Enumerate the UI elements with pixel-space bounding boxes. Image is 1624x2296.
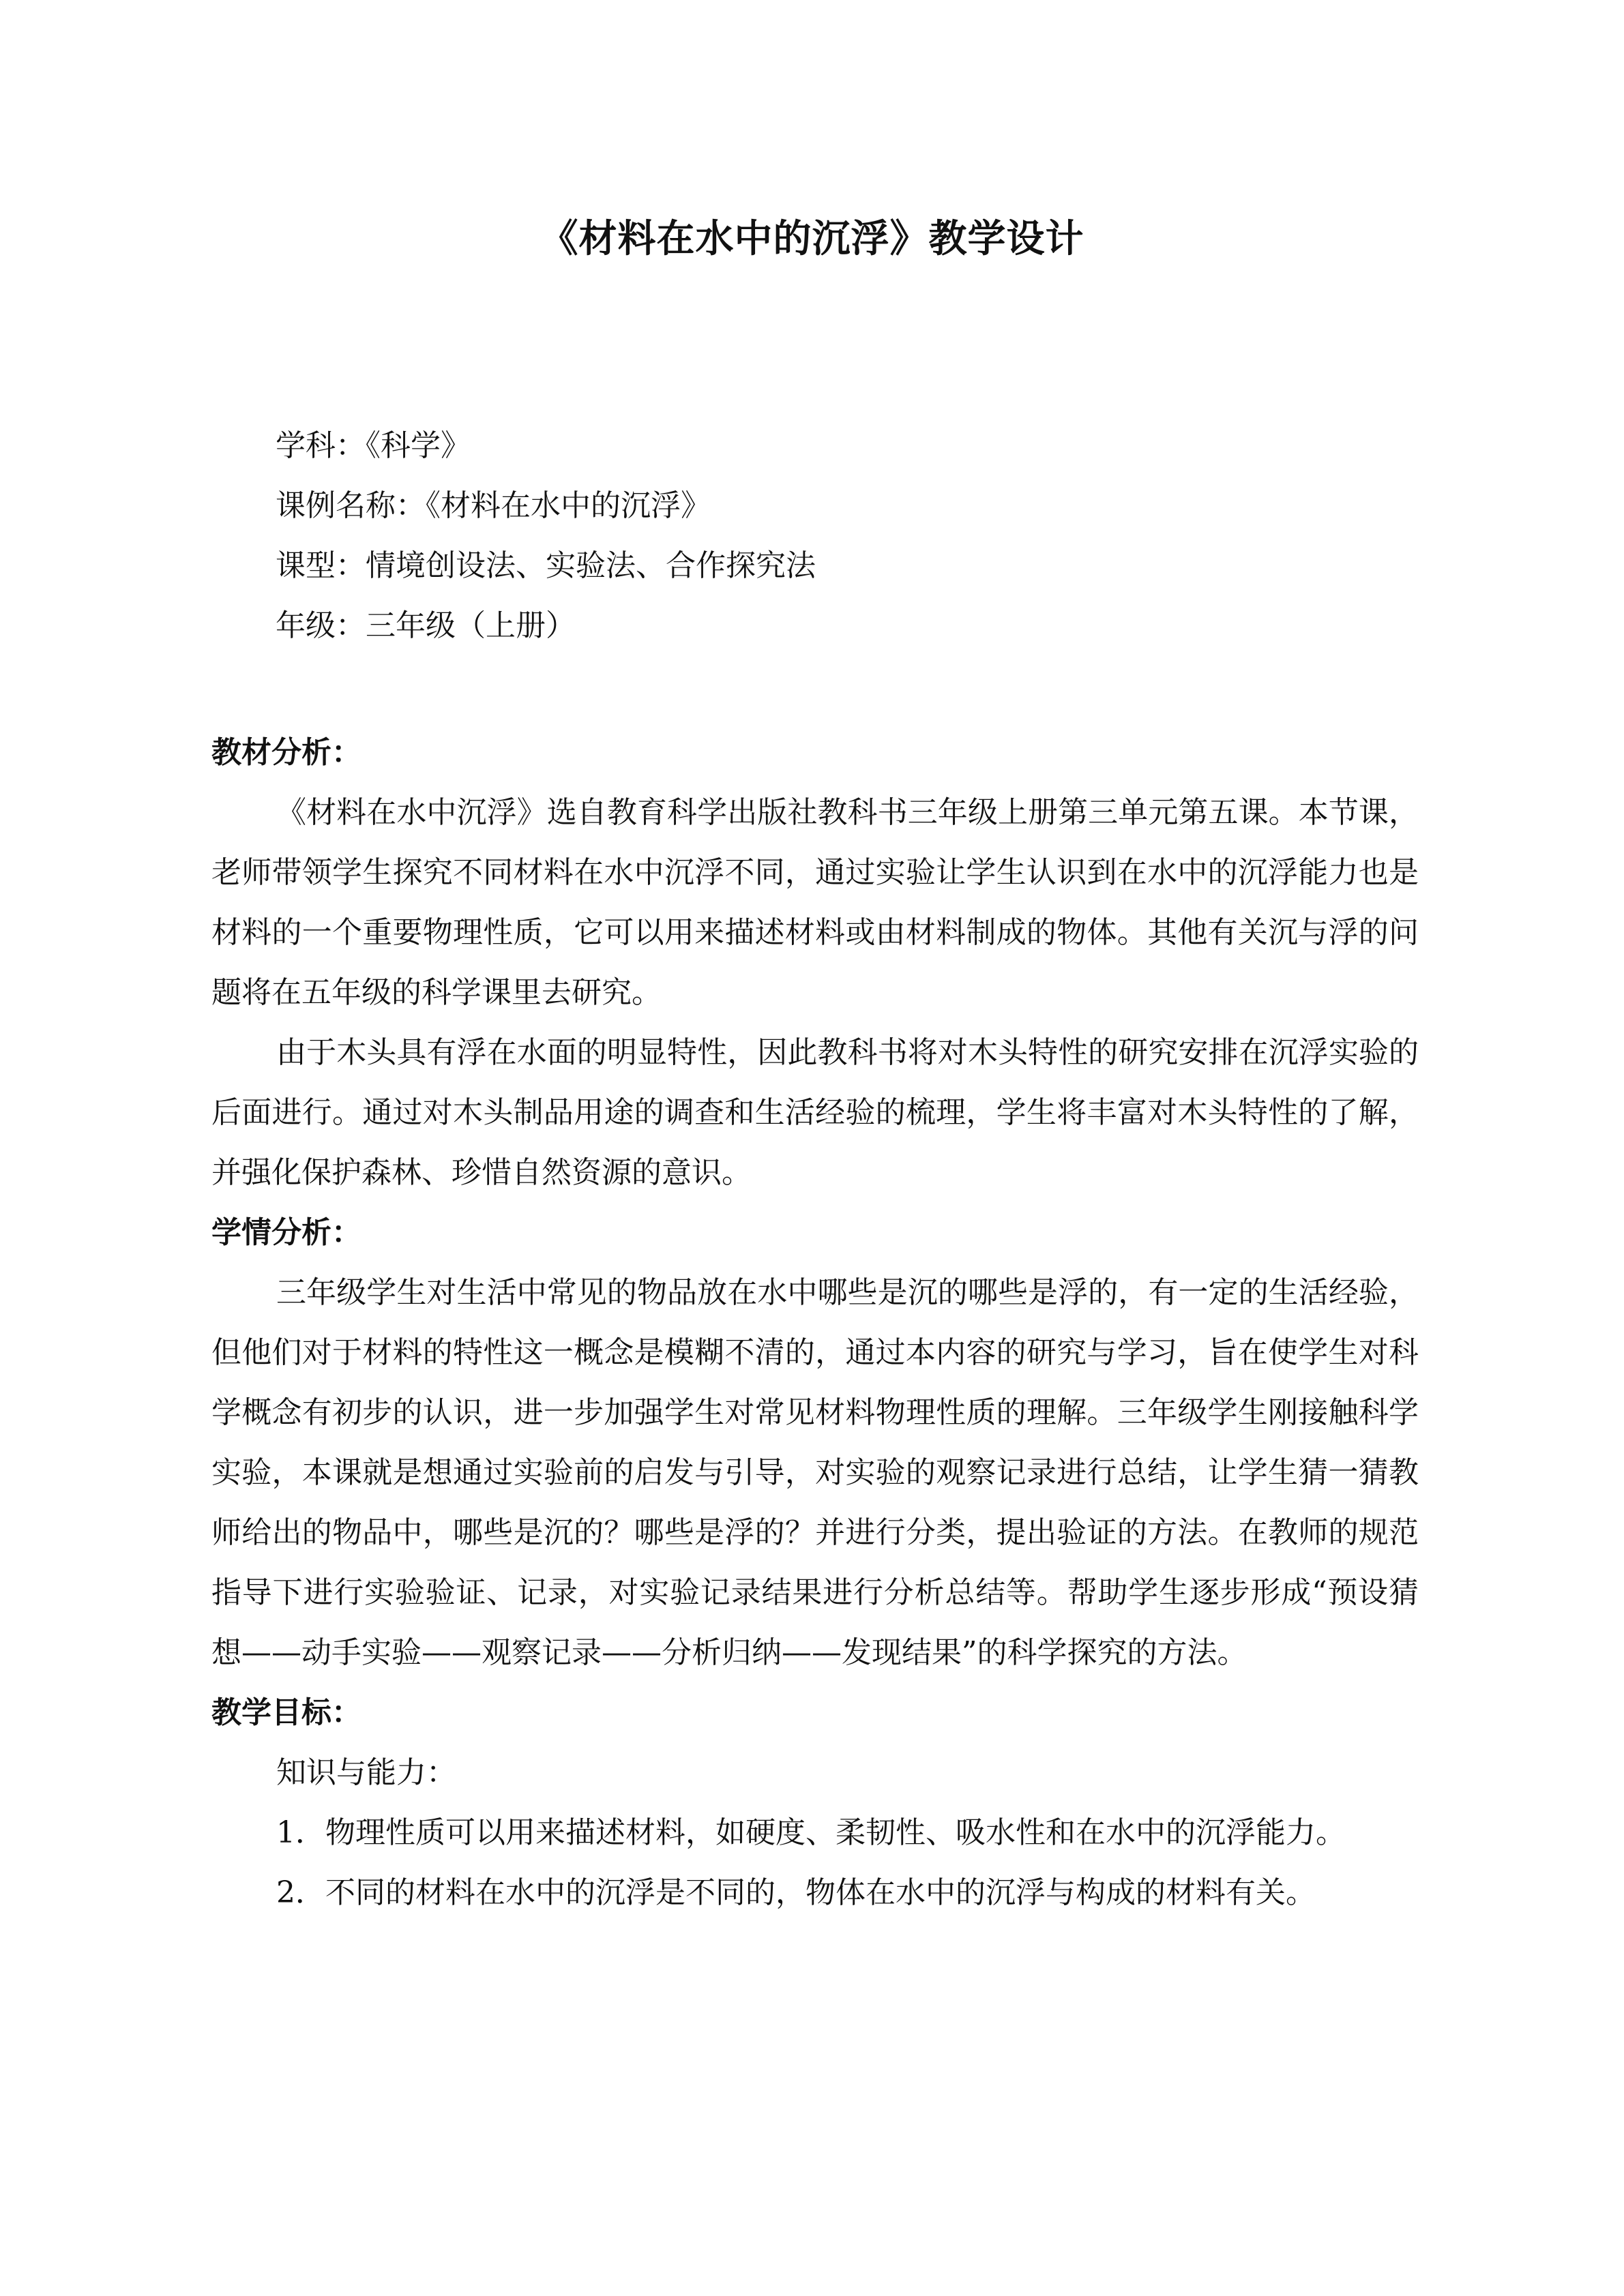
section-heading-student-analysis: 学情分析： xyxy=(211,1215,361,1250)
section-heading-material-analysis: 教材分析： xyxy=(211,735,361,770)
meta-subject: 学科：《科学》 xyxy=(276,428,471,463)
section-heading-objectives: 教学目标： xyxy=(211,1695,361,1730)
meta-lesson-name: 课例名称：《材料在水中的沉浮》 xyxy=(276,488,711,523)
paragraph: 由于木头具有浮在水面的明显特性，因此教科书将对木头特性的研究安排在沉浮实验的后面进行。通过对木头制品用途的调查和生活经验的梳理，学生将丰富对木头特性的了解，并强化保护森林、珍惜自然资源的意识。 xyxy=(211,1035,1419,1190)
meta-grade: 年级：三年级（上册） xyxy=(276,608,576,643)
objective-item: 1．物理性质可以用来描述材料，如硬度、柔韧性、吸水性和在水中的沉浮能力。 xyxy=(276,1815,1346,1850)
objective-item: 2．不同的材料在水中的沉浮是不同的，物体在水中的沉浮与构成的材料有关。 xyxy=(276,1875,1316,1910)
paragraph: 三年级学生对生活中常见的物品放在水中哪些是沉的哪些是浮的，有一定的生活经验，但他们对于材料的特性这一概念是模糊不清的，通过本内容的研究与学习，旨在使学生对科学概念有初步的认识，进一步加强学生对常见材料物理性质的理解。三年级学生刚接触科学实验，本课就是想通过实验前的启发与引导，对实验的观察记录进行总结，让学生猜一猜教师给出的物品中，哪些是沉的？哪些是浮的？并进行分类，提出验证的方法。在教师的规范指导下进行实验验证、记录，对实验记录结果进行分析总结等。帮助学生逐步形成“预设猜想——动手实验——观察记录——分析归纳——发现结果”的科学探究的方法。 xyxy=(211,1275,1419,1670)
document-title: 《材料在水中的沉浮》教学设计 xyxy=(540,216,1084,261)
objectives-subheading: 知识与能力： xyxy=(276,1755,456,1790)
lesson-meta xyxy=(276,416,816,656)
meta-lesson-type: 课型：情境创设法、实验法、合作探究法 xyxy=(276,548,816,583)
paragraph: 《材料在水中沉浮》选自教育科学出版社教科书三年级上册第三单元第五课。本节课，老师带领学生探究不同材料在水中沉浮不同，通过实验让学生认识到在水中的沉浮能力也是材料的一个重要物理性质，它可以用来描述材料或由材料制成的物体。其他有关沉与浮的问题将在五年级的科学课里去研究。 xyxy=(211,795,1419,1010)
document-body xyxy=(211,723,1419,1923)
